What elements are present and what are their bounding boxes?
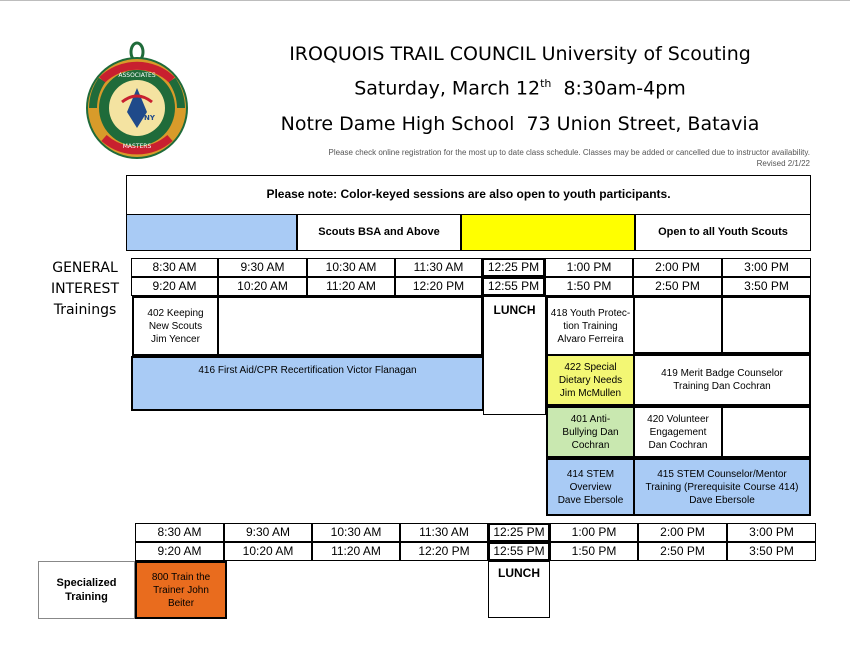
time-slot: 11:30 AM: [395, 258, 482, 277]
legend-all-youth: Open to all Youth Scouts: [635, 214, 811, 251]
time-slot: 2:00 PM: [633, 258, 722, 277]
session-401[interactable]: 401 Anti- Bullying Dan Cochran: [546, 406, 635, 458]
time-slot: 12:20 PM: [395, 277, 482, 296]
svg-text:MASTERS: MASTERS: [122, 143, 152, 150]
time-slot: 12:20 PM: [400, 542, 488, 561]
time-slot: 1:50 PM: [545, 277, 633, 296]
legend-yellow-swatch: [461, 214, 635, 251]
time-slot: 12:25 PM: [482, 258, 545, 277]
session-419[interactable]: 419 Merit Badge Counselor Training Dan Cochran: [633, 354, 811, 406]
session-415[interactable]: 415 STEM Counselor/Mentor Training (Prerequisite Course 414) Dave Ebersole: [633, 458, 811, 516]
header-title: IROQUOIS TRAIL COUNCIL University of Scouting: [289, 43, 751, 65]
svg-text:ASSOCIATES: ASSOCIATES: [118, 72, 156, 79]
empty-slot: [217, 296, 483, 356]
header-date: Saturday, March 12th 8:30am-4pm: [354, 77, 686, 100]
empty-slot: [721, 406, 811, 458]
time-slot: 10:30 AM: [307, 258, 395, 277]
session-402[interactable]: 402 Keeping New Scouts Jim Yencer: [132, 296, 219, 356]
header-location: Notre Dame High School 73 Union Street, Batavia: [280, 113, 760, 135]
specialized-training-label: Specialized Training: [38, 561, 135, 619]
svg-text:NY: NY: [144, 114, 155, 122]
revised-date: Revised 2/1/22: [756, 159, 810, 168]
time-slot: 3:50 PM: [727, 542, 816, 561]
session-416[interactable]: 416 First Aid/CPR Recertification Victor Flanagan: [131, 356, 484, 411]
session-414[interactable]: 414 STEM Overview Dave Ebersole: [546, 458, 635, 516]
time-slot: 9:20 AM: [135, 542, 224, 561]
time-slot: 9:30 AM: [218, 258, 307, 277]
time-slot: 3:50 PM: [722, 277, 811, 296]
time-slot: 11:20 AM: [307, 277, 395, 296]
time-slot: 12:25 PM: [488, 523, 550, 542]
time-slot: 1:00 PM: [550, 523, 638, 542]
time-slot: 2:50 PM: [633, 277, 722, 296]
time-slot: 12:55 PM: [482, 277, 545, 296]
time-slot: 9:30 AM: [224, 523, 312, 542]
time-slot: 2:50 PM: [638, 542, 727, 561]
time-slot: 10:20 AM: [224, 542, 312, 561]
general-interest-label: GENERAL INTEREST Trainings: [50, 260, 119, 318]
session-422[interactable]: 422 Special Dietary Needs Jim McMullen: [546, 354, 635, 406]
time-slot: 1:00 PM: [545, 258, 633, 277]
time-slot: 11:30 AM: [400, 523, 488, 542]
time-slot: 12:55 PM: [488, 542, 550, 561]
time-slot: 8:30 AM: [131, 258, 218, 277]
session-800[interactable]: 800 Train the Trainer John Beiter: [135, 561, 227, 619]
empty-slot: [721, 296, 811, 354]
university-of-scouting-logo: [82, 40, 192, 160]
specialized-time-header: [135, 523, 816, 561]
youth-note-banner: Please note: Color-keyed sessions are also open to youth participants.: [126, 175, 811, 215]
time-slot: 10:20 AM: [218, 277, 307, 296]
session-418[interactable]: 418 Youth Protec- tion Training Alvaro Ferreira: [546, 296, 635, 356]
time-slot: 2:00 PM: [638, 523, 727, 542]
schedule-notice: Please check online registration for the most up to date class schedule. Classes may be added or cancelled due to instructor availability.: [328, 148, 810, 157]
time-slot: 3:00 PM: [727, 523, 816, 542]
general-time-header: [131, 258, 811, 296]
time-slot: 10:30 AM: [312, 523, 400, 542]
lunch-block: LUNCH: [483, 296, 546, 415]
time-slot: 3:00 PM: [722, 258, 811, 277]
top-rule: [0, 0, 850, 1]
time-slot: 11:20 AM: [312, 542, 400, 561]
specialized-lunch-block: LUNCH: [488, 561, 550, 618]
legend-blue-swatch: [126, 214, 297, 251]
time-slot: 8:30 AM: [135, 523, 224, 542]
session-420[interactable]: 420 Volunteer Engagement Dan Cochran: [633, 406, 723, 458]
legend-scouts-bsa: Scouts BSA and Above: [297, 214, 461, 251]
time-slot: 1:50 PM: [550, 542, 638, 561]
time-slot: 9:20 AM: [131, 277, 218, 296]
empty-slot: [633, 296, 723, 354]
